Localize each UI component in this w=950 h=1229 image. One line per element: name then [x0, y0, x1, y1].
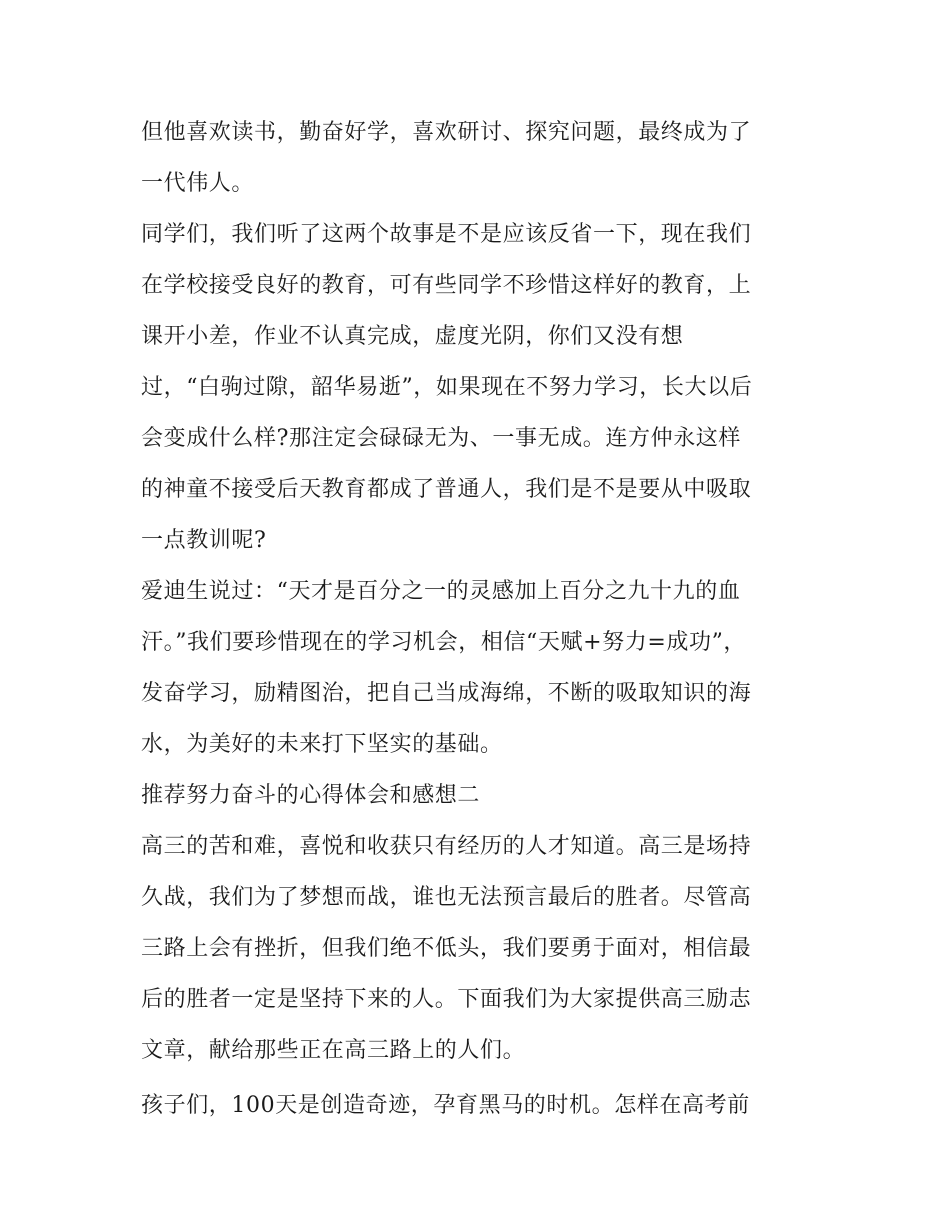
text-line: 一代伟人。 [141, 171, 255, 196]
text-line: 同学们，我们听了这两个故事是不是应该反省一下，现在我们 [141, 222, 752, 247]
text-line: 汗。”我们要珍惜现在的学习机会，相信“天赋+努力=成功”， [141, 630, 747, 655]
text-line: 三路上会有挫折，但我们绝不低头，我们要勇于面对，相信最 [141, 936, 752, 961]
text-line: 但他喜欢读书，勤奋好学，喜欢研讨、探究问题，最终成为了 [141, 120, 752, 145]
text-line: 爱迪生说过：“天才是百分之一的灵感加上百分之九十九的血 [141, 579, 741, 604]
text-line: 水，为美好的未来打下坚实的基础。 [141, 732, 503, 757]
text-line: 在学校接受良好的教育，可有些同学不珍惜这样好的教育，上 [141, 273, 752, 298]
text-line: 文章，献给那些正在高三路上的人们。 [141, 1038, 526, 1063]
text-line: 高三的苦和难，喜悦和收获只有经历的人才知道。高三是场持 [141, 834, 752, 859]
document-body [141, 107, 821, 1131]
text-line: 一点教训呢? [141, 528, 267, 553]
text-line: 的神童不接受后天教育都成了普通人，我们是不是要从中吸取 [141, 477, 752, 502]
text-line: 发奋学习，励精图治，把自己当成海绵，不断的吸取知识的海 [141, 681, 752, 706]
text-line: 久战，我们为了梦想而战，谁也无法预言最后的胜者。尽管高 [141, 885, 752, 910]
text-line: 孩子们，100天是创造奇迹，孕育黑马的时机。怎样在高考前 [141, 1093, 750, 1118]
text-line: 过，“白驹过隙，韶华易逝”，如果现在不努力学习，长大以后 [141, 375, 753, 400]
section-heading: 推荐努力奋斗的心得体会和感想二 [141, 783, 481, 808]
text-line: 会变成什么样?那注定会碌碌无为、一事无成。连方仲永这样 [141, 426, 741, 451]
text-line: 课开小差，作业不认真完成，虚度光阴，你们又没有想 [141, 324, 684, 349]
text-line: 后的胜者一定是坚持下来的人。下面我们为大家提供高三励志 [141, 987, 752, 1012]
